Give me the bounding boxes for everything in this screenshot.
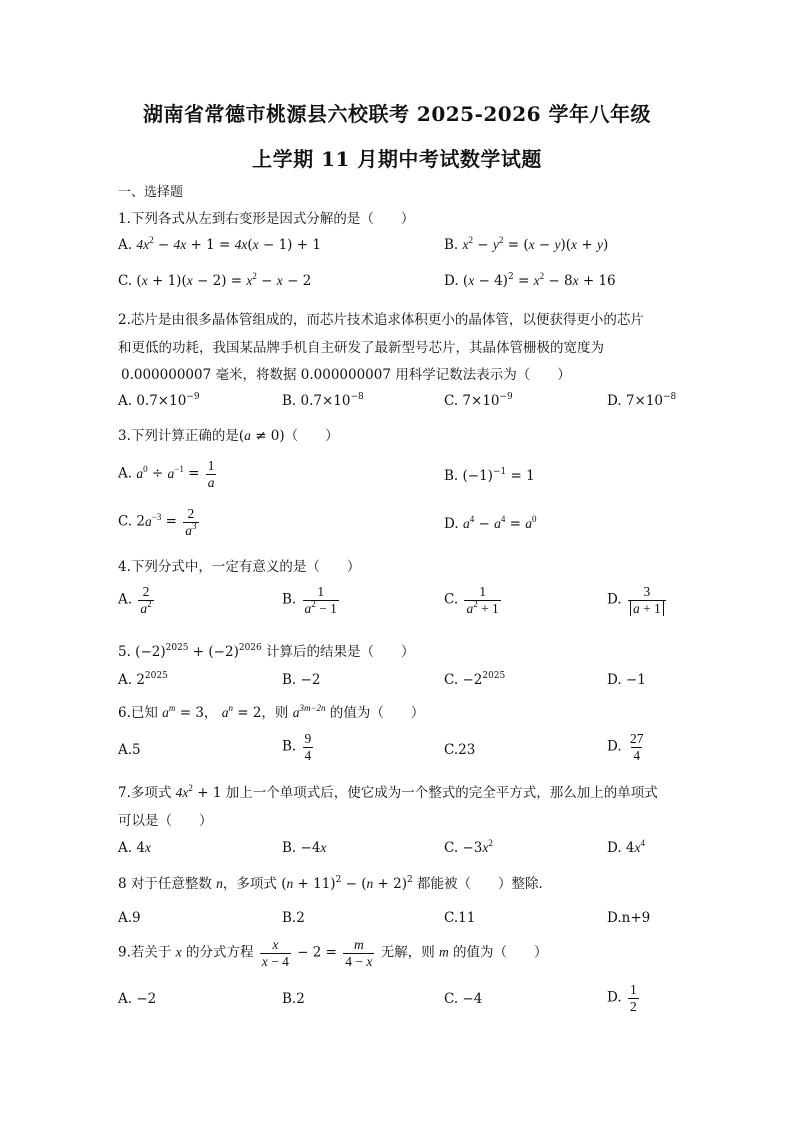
question-8-option-a: A.9: [118, 910, 141, 926]
question-8-option-b: B.2: [282, 910, 305, 926]
question-2-option-a: A. $0.7\times 10^{-9}$: [118, 392, 200, 409]
question-1-option-b: B. $x^2 - y^2 = (x - y)(x + y)$: [444, 235, 609, 253]
question-5-option-a: A. $2^{2025}$: [118, 671, 168, 688]
question-9-option-b: B.2: [282, 991, 305, 1007]
exam-title-line-2: 上学期 11 月期中考试数学试题: [252, 147, 542, 171]
question-4-option-c: C. $\frac{1}{a^2 + 1}$: [444, 584, 499, 616]
question-7-option-d: D. $4x^4$: [607, 838, 646, 856]
question-4-option-a: A. $\frac{2}{a^2}$: [118, 584, 152, 616]
question-9-option-c: C. −4: [444, 991, 483, 1007]
question-3-option-a: A. $a^0 \div a^{-1}$ = $\frac{1}{a}$: [118, 458, 215, 490]
question-3-option-d: D. $a^4 - a^4 = a^0$: [444, 514, 537, 532]
question-8-stem: 8 对于任意整数 n，多项式 $(n + 11)^2 - (n + 2)^2$ 都能被（ ）整除．: [118, 875, 553, 892]
question-4-stem: 4.下列分式中，一定有意义的是（ ）: [118, 559, 361, 575]
question-1-option-d: D. $(x - 4)^2 = x^2 - 8x + 16$: [444, 271, 616, 289]
question-6-stem: 6.已知 $a^m = 3$， $a^n = 2$，则 $a^{3m-2n}$ 的值为（ ）: [118, 703, 425, 721]
question-4-option-d: D. $\frac{3}{a + 1}$: [607, 584, 668, 616]
question-4-option-b: B. $\frac{1}{a^2 - 1}$: [282, 584, 337, 616]
question-6-option-b: B. $\frac{9}{4}$: [282, 731, 312, 763]
question-5-option-d: D. −1: [607, 672, 646, 688]
question-3-option-b: B. $(-1)^{-1} = 1$: [444, 467, 535, 484]
question-2-stem-line-3: 0.000000007 毫米，将数据 0.000000007 用科学记数法表示为（ ）: [121, 367, 571, 383]
question-7-stem-line-2: 可以是（ ）: [118, 813, 213, 829]
question-2-stem-line-2: 和更低的功耗，我国某品牌手机自主研发了最新型号芯片，其晶体管栅极的宽度为: [118, 340, 604, 356]
question-6-option-d: D. $\frac{27}{4}$: [607, 731, 644, 763]
question-3-option-c: C. $2a^{-3}$ = $\frac{2}{a^3}$: [118, 506, 197, 538]
question-2-option-d: D. $7\times 10^{-8}$: [607, 392, 677, 409]
question-9-option-d: D. $\frac{1}{2}$: [607, 982, 637, 1014]
question-5-option-c: C. $-2^{2025}$: [444, 671, 506, 688]
question-1-stem: 1.下列各式从左到右变形是因式分解的是（ ）: [118, 211, 415, 227]
question-8-option-c: C.11: [444, 910, 476, 926]
question-9-option-a: A. −2: [118, 991, 157, 1007]
question-5-stem: 5. $(-2)^{2025} + (-2)^{2026}$ 计算后的结果是（ ）: [118, 643, 415, 660]
section-heading: 一、选择题: [118, 185, 184, 200]
question-9-stem: 9.若关于 x 的分式方程 $\frac{x}{x - 4}$ − 2 = $\frac{m}{4 - x}$ 无解，则 m 的值为（ ）: [118, 937, 548, 969]
question-2-option-b: B. $0.7\times 10^{-8}$: [282, 392, 364, 409]
question-5-option-b: B. −2: [282, 672, 321, 688]
question-6-option-a: A.5: [118, 742, 141, 758]
question-1-option-a: A. $4x^2 - 4x + 1 = 4x(x - 1) + 1$: [118, 235, 321, 253]
question-7-option-c: C. $-3x^2$: [444, 838, 493, 856]
question-3-stem: 3.下列计算正确的是(a ≠ 0)（ ）: [118, 428, 339, 444]
question-6-option-c: C.23: [444, 742, 476, 758]
question-1-option-c: C. $(x + 1)(x - 2) = x^2 - x - 2$: [118, 271, 312, 289]
question-8-option-d: D.n+9: [607, 910, 651, 926]
question-2-stem-line-1: 2.芯片是由很多晶体管组成的，而芯片技术追求体积更小的晶体管，以便获得更小的芯片: [118, 312, 644, 328]
question-2-option-c: C. $7\times 10^{-9}$: [444, 392, 513, 409]
question-7-option-a: A. 4x: [118, 840, 151, 856]
question-7-option-b: B. −4x: [282, 840, 327, 856]
question-7-stem-line-1: 7.多项式 $4x^2 + 1$ 加上一个单项式后，使它成为一个整式的完全平方式，那么加上的单项式: [118, 783, 658, 801]
exam-title-line-1: 湖南省常德市桃源县六校联考 2025-2026 学年八年级: [142, 102, 652, 126]
